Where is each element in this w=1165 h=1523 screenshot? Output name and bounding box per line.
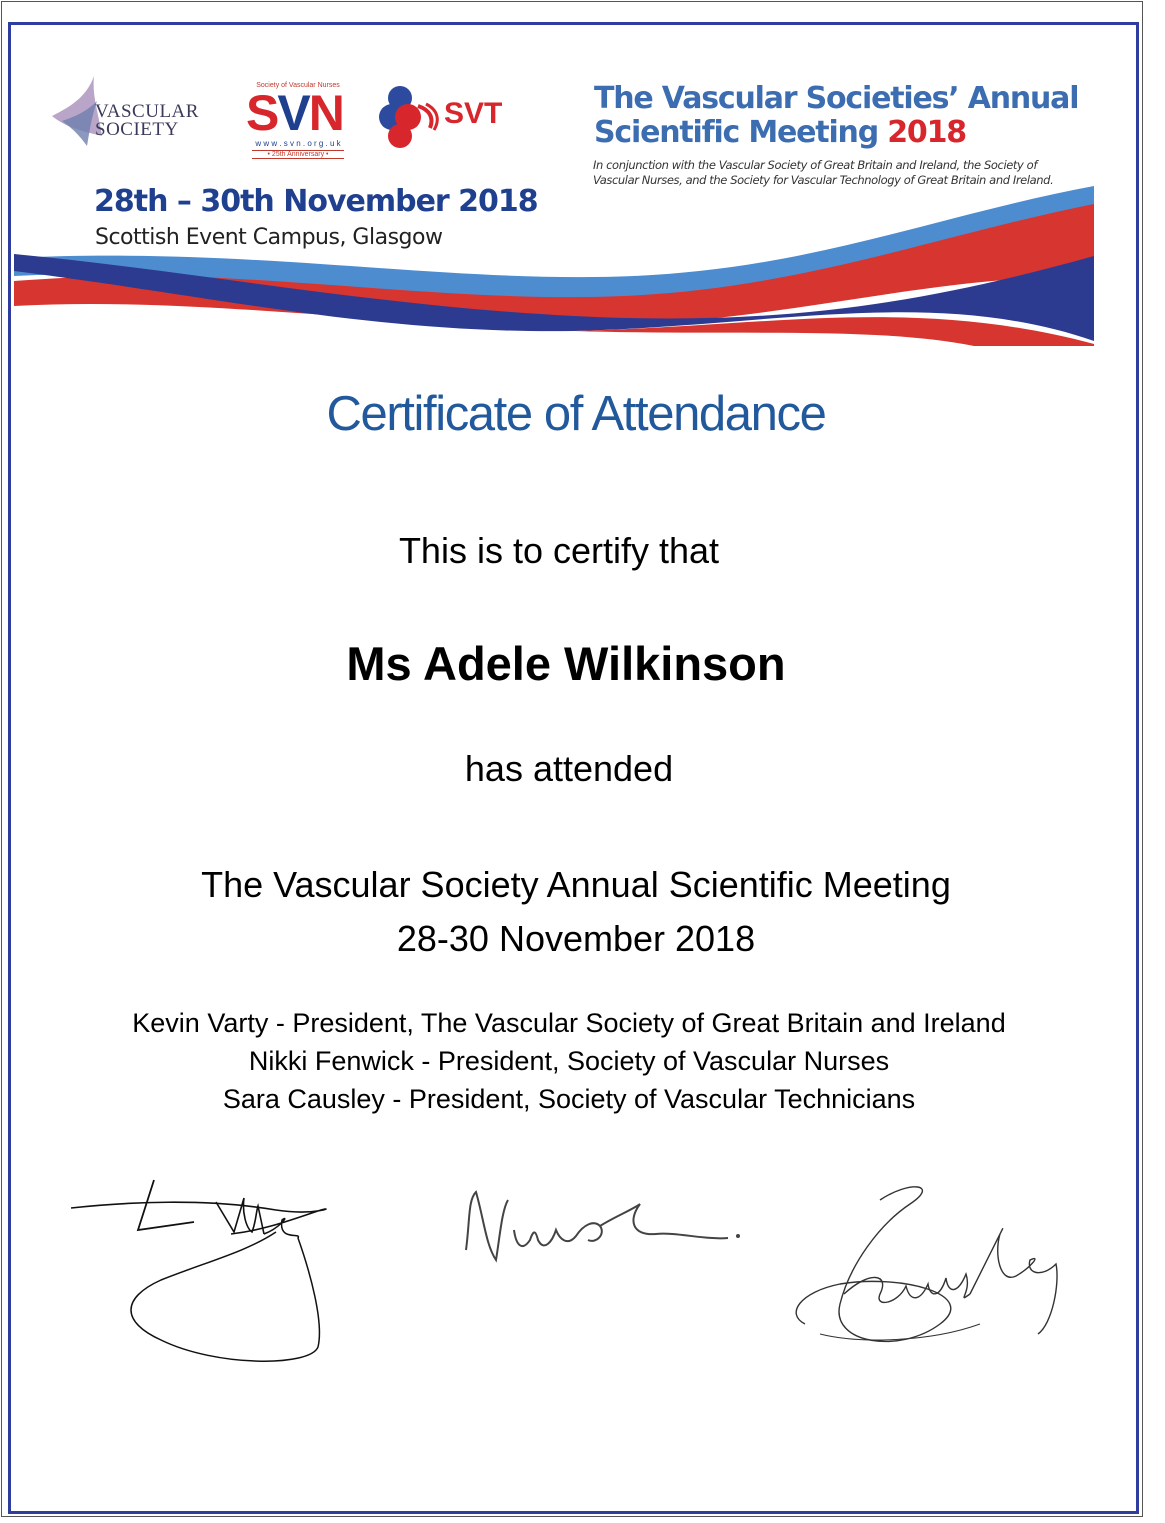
meeting-banner-subtitle: In conjunction with the Vascular Society of Great Britain and Ireland, the Society of Vascular Nurses, and the Society for Vascular Technology of Great Britain and Ireland.	[593, 158, 1054, 187]
svn-url: w w w . s v n . o r g . u k	[255, 139, 341, 148]
signature-sara-causley	[780, 1174, 1090, 1374]
attended-text: has attended	[464, 748, 674, 789]
president-line: Nikki Fenwick - President, Society of Vascular Nurses	[248, 1046, 890, 1076]
vascular-society-wordmark: VASCULAR SOCIETY	[95, 101, 199, 140]
svn-wordmark: SVN	[246, 85, 343, 141]
signature-nikki-fenwick	[456, 1180, 746, 1280]
event-venue: Scottish Event Campus, Glasgow	[95, 225, 443, 250]
president-line: Kevin Varty - President, The Vascular Society of Great Britain and Ireland	[132, 1008, 1006, 1038]
certify-text: This is to certify that	[398, 530, 720, 571]
svn-tagline: Society of Vascular Nurses	[256, 82, 340, 89]
meeting-name: The Vascular Society Annual Scientific Meeting	[201, 864, 951, 905]
event-dates: 28th – 30th November 2018	[94, 184, 538, 219]
president-line: Sara Causley - President, Society of Vascular Technicians	[222, 1084, 916, 1114]
meeting-dates: 28-30 November 2018	[396, 918, 756, 959]
signature-kevin-varty	[66, 1172, 356, 1372]
svn-anniversary: • 25th Anniversary •	[252, 150, 344, 159]
presidents-list	[0, 1004, 1138, 1118]
svt-wordmark: SVT	[444, 97, 503, 130]
certificate-title: Certificate of Attendance	[326, 387, 826, 441]
attendee-name: Ms Adele Wilkinson	[346, 637, 786, 690]
meeting-banner-title: The Vascular Societies’ Annual Scientific Meeting 2018	[594, 81, 1079, 150]
svn-logo	[244, 82, 352, 164]
